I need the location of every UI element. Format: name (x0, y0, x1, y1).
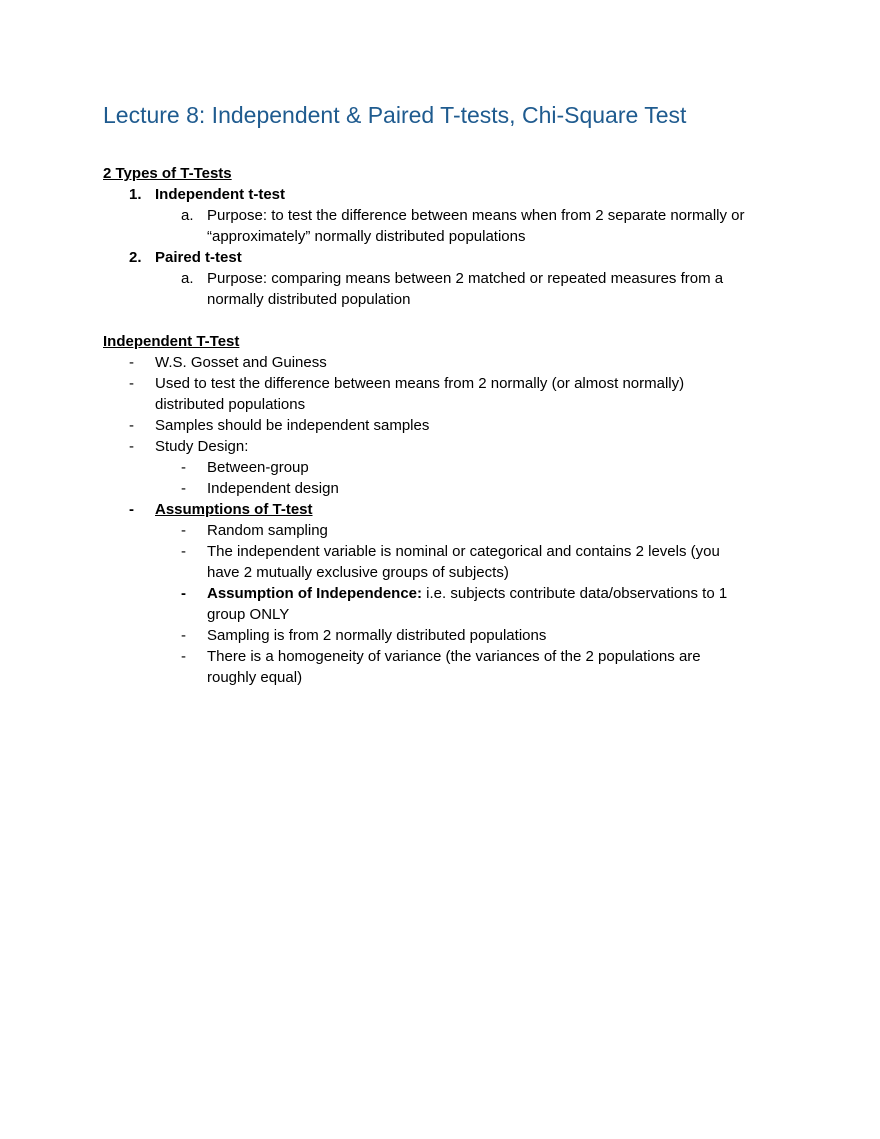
list-item-text: Between-group (207, 459, 309, 476)
bullet-dash: - (181, 648, 186, 665)
list-item-paired-ttest: Paired t-test (155, 249, 242, 266)
bullet-dash: - (129, 501, 134, 518)
list-item-text: “approximately” normally distributed populations (207, 228, 526, 245)
sub-list-letter: a. (181, 270, 194, 287)
list-item-text: normally distributed population (207, 291, 411, 308)
term-description: i.e. subjects contribute data/observations to 1 (422, 585, 728, 602)
list-number: 1. (129, 186, 142, 203)
list-item-text: Purpose: to test the difference between means when from 2 separate normally or (207, 207, 745, 224)
bullet-dash: - (181, 627, 186, 644)
bullet-dash: - (181, 522, 186, 539)
bullet-dash: - (129, 354, 134, 371)
bullet-dash: - (181, 459, 186, 476)
section-heading-types: 2 Types of T-Tests (103, 165, 232, 182)
bullet-dash: - (181, 585, 186, 602)
list-item-text: Sampling is from 2 normally distributed populations (207, 627, 547, 644)
section-heading-independent: Independent T-Test (103, 333, 240, 350)
list-item-text: There is a homogeneity of variance (the variances of the 2 populations are (207, 648, 701, 665)
list-item-text: Used to test the difference between means from 2 normally (or almost normally) (155, 375, 685, 392)
page-title: Lecture 8: Independent & Paired T-tests, Chi-Square Test (103, 102, 687, 128)
bullet-dash: - (129, 375, 134, 392)
list-item-text: Independent design (207, 480, 339, 497)
sub-list-letter: a. (181, 207, 194, 224)
list-item-text: Random sampling (207, 522, 328, 539)
list-item-text: W.S. Gosset and Guiness (155, 354, 327, 371)
list-item-text: The independent variable is nominal or categorical and contains 2 levels (you (207, 543, 720, 560)
bullet-dash: - (181, 480, 186, 497)
list-item-text: have 2 mutually exclusive groups of subjects) (207, 564, 509, 581)
bullet-dash: - (181, 543, 186, 560)
bullet-dash: - (129, 417, 134, 434)
list-item-text: group ONLY (207, 606, 290, 623)
list-item-independent-ttest: Independent t-test (155, 186, 285, 203)
list-item-text (207, 583, 727, 604)
bullet-dash: - (129, 438, 134, 455)
list-number: 2. (129, 249, 142, 266)
list-item-text: distributed populations (155, 396, 306, 413)
list-item-text: Purpose: comparing means between 2 matched or repeated measures from a (207, 270, 724, 287)
assumptions-heading: Assumptions of T-test (155, 501, 313, 518)
bold-term: Assumption of Independence: (207, 585, 423, 602)
list-item-text: Study Design: (155, 438, 249, 455)
list-item-text: Samples should be independent samples (155, 417, 430, 434)
list-item-text: roughly equal) (207, 669, 303, 686)
